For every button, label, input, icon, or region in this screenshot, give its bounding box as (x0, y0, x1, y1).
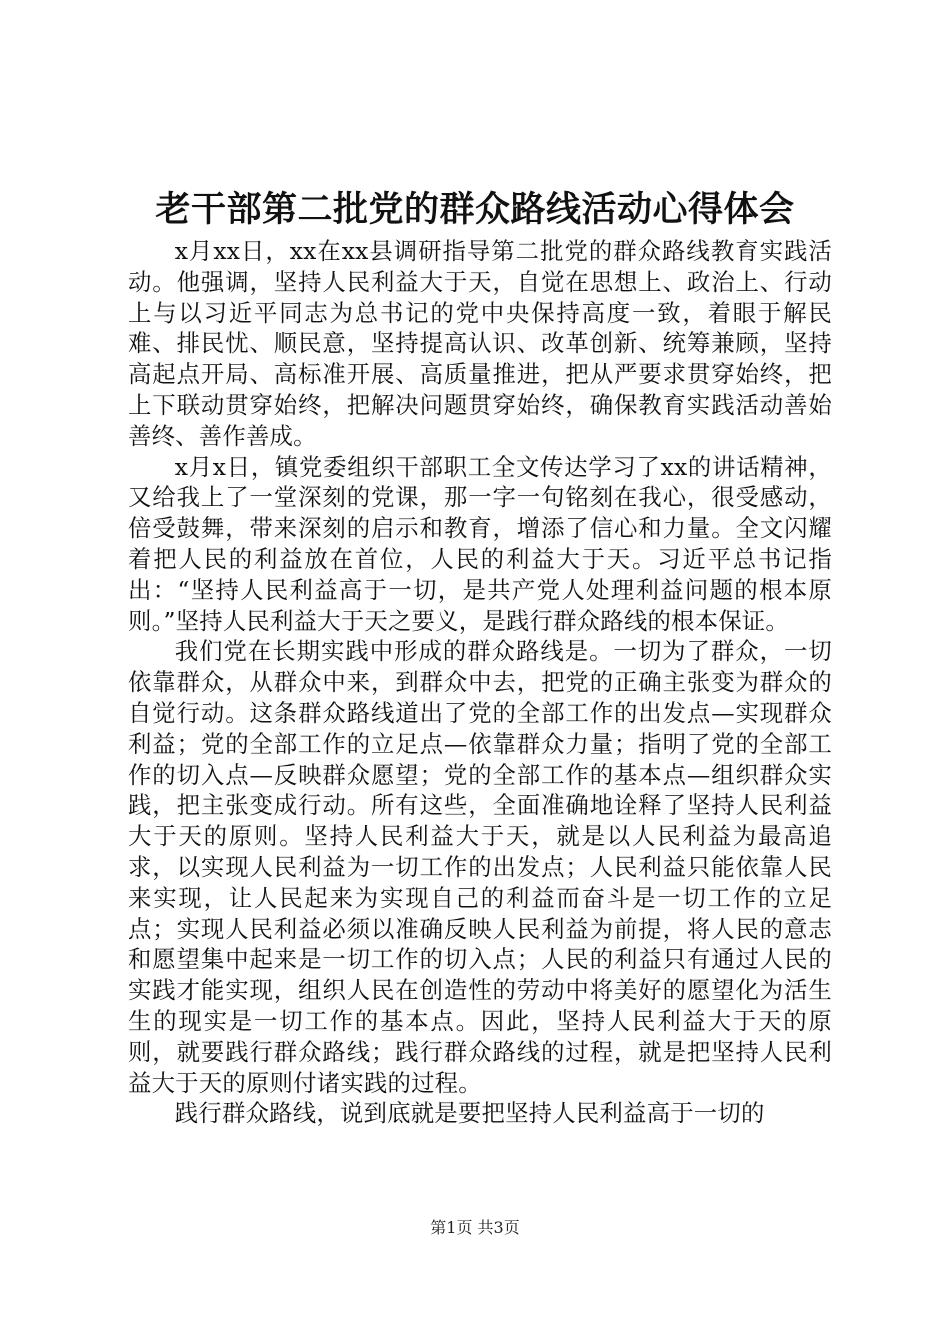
document-title: 老干部第二批党的群众路线活动心得体会 (155, 189, 795, 230)
paragraph: 我们党在长期实践中形成的群众路线是。一切为了群众，一切依靠群众，从群众中来，到群众中去，把党的正确主张变为群众的自觉行动。这条群众路线道出了党的全部工作的出发点—实现群众利益；党的全部工作的立足点—依靠群众力量；指明了党的全部工作的切入点—反映群众愿望；党的全部工作的基本点—组织群众实践，把主张变成行动。所有这些，全面准确地诠释了坚持人民利益大于天的原则。坚持人民利益大于天，就是以人民利益为最高追求，以实现人民利益为一切工作的出发点；人民利益只能依靠人民来实现，让人民起来为实现自己的利益而奋斗是一切工作的立足点；实现人民利益必须以准确反映人民利益为前提，将人民的意志和愿望集中起来是一切工作的切入点；人民的利益只有通过人民的实践才能实现，组织人民在创造性的劳动中将美好的愿望化为活生生的现实是一切工作的基本点。因此，坚持人民利益大于天的原则，就要践行群众路线；践行群众路线的过程，就是把坚持人民利益大于天的原则付诸实践的过程。 (128, 637, 832, 1097)
page-number-footer: 第1页 共3页 (430, 1218, 520, 1237)
paragraph: 践行群众路线，说到底就是要把坚持人民利益高于一切的 (174, 1099, 765, 1128)
paragraph: x月x日，镇党委组织干部职工全文传达学习了xx的讲话精神，又给我上了一堂深刻的党课，那一字一句铭刻在我心，很受感动，倍受鼓舞，带来深刻的启示和教育，增添了信心和力量。全文闪耀着把人民的利益放在首位，人民的利益大于天。习近平总书记指出：“坚持人民利益高于一切，是共产党人处理利益问题的根本原则。”坚持人民利益大于天之要义，是践行群众路线的根本保证。 (128, 452, 832, 635)
paragraph: x月xx日，xx在xx县调研指导第二批党的群众路线教育实践活动。他强调，坚持人民利益大于天，自觉在思想上、政治上、行动上与以习近平同志为总书记的党中央保持高度一致，着眼于解民难、排民忧、顺民意，坚持提高认识、改革创新、统筹兼顾，坚持高起点开局、高标准开展、高质量推进，把从严要求贯穿始终，把上下联动贯穿始终，把解决问题贯穿始终，确保教育实践活动善始善终、善作善成。 (128, 237, 832, 450)
document-body (128, 236, 832, 1129)
